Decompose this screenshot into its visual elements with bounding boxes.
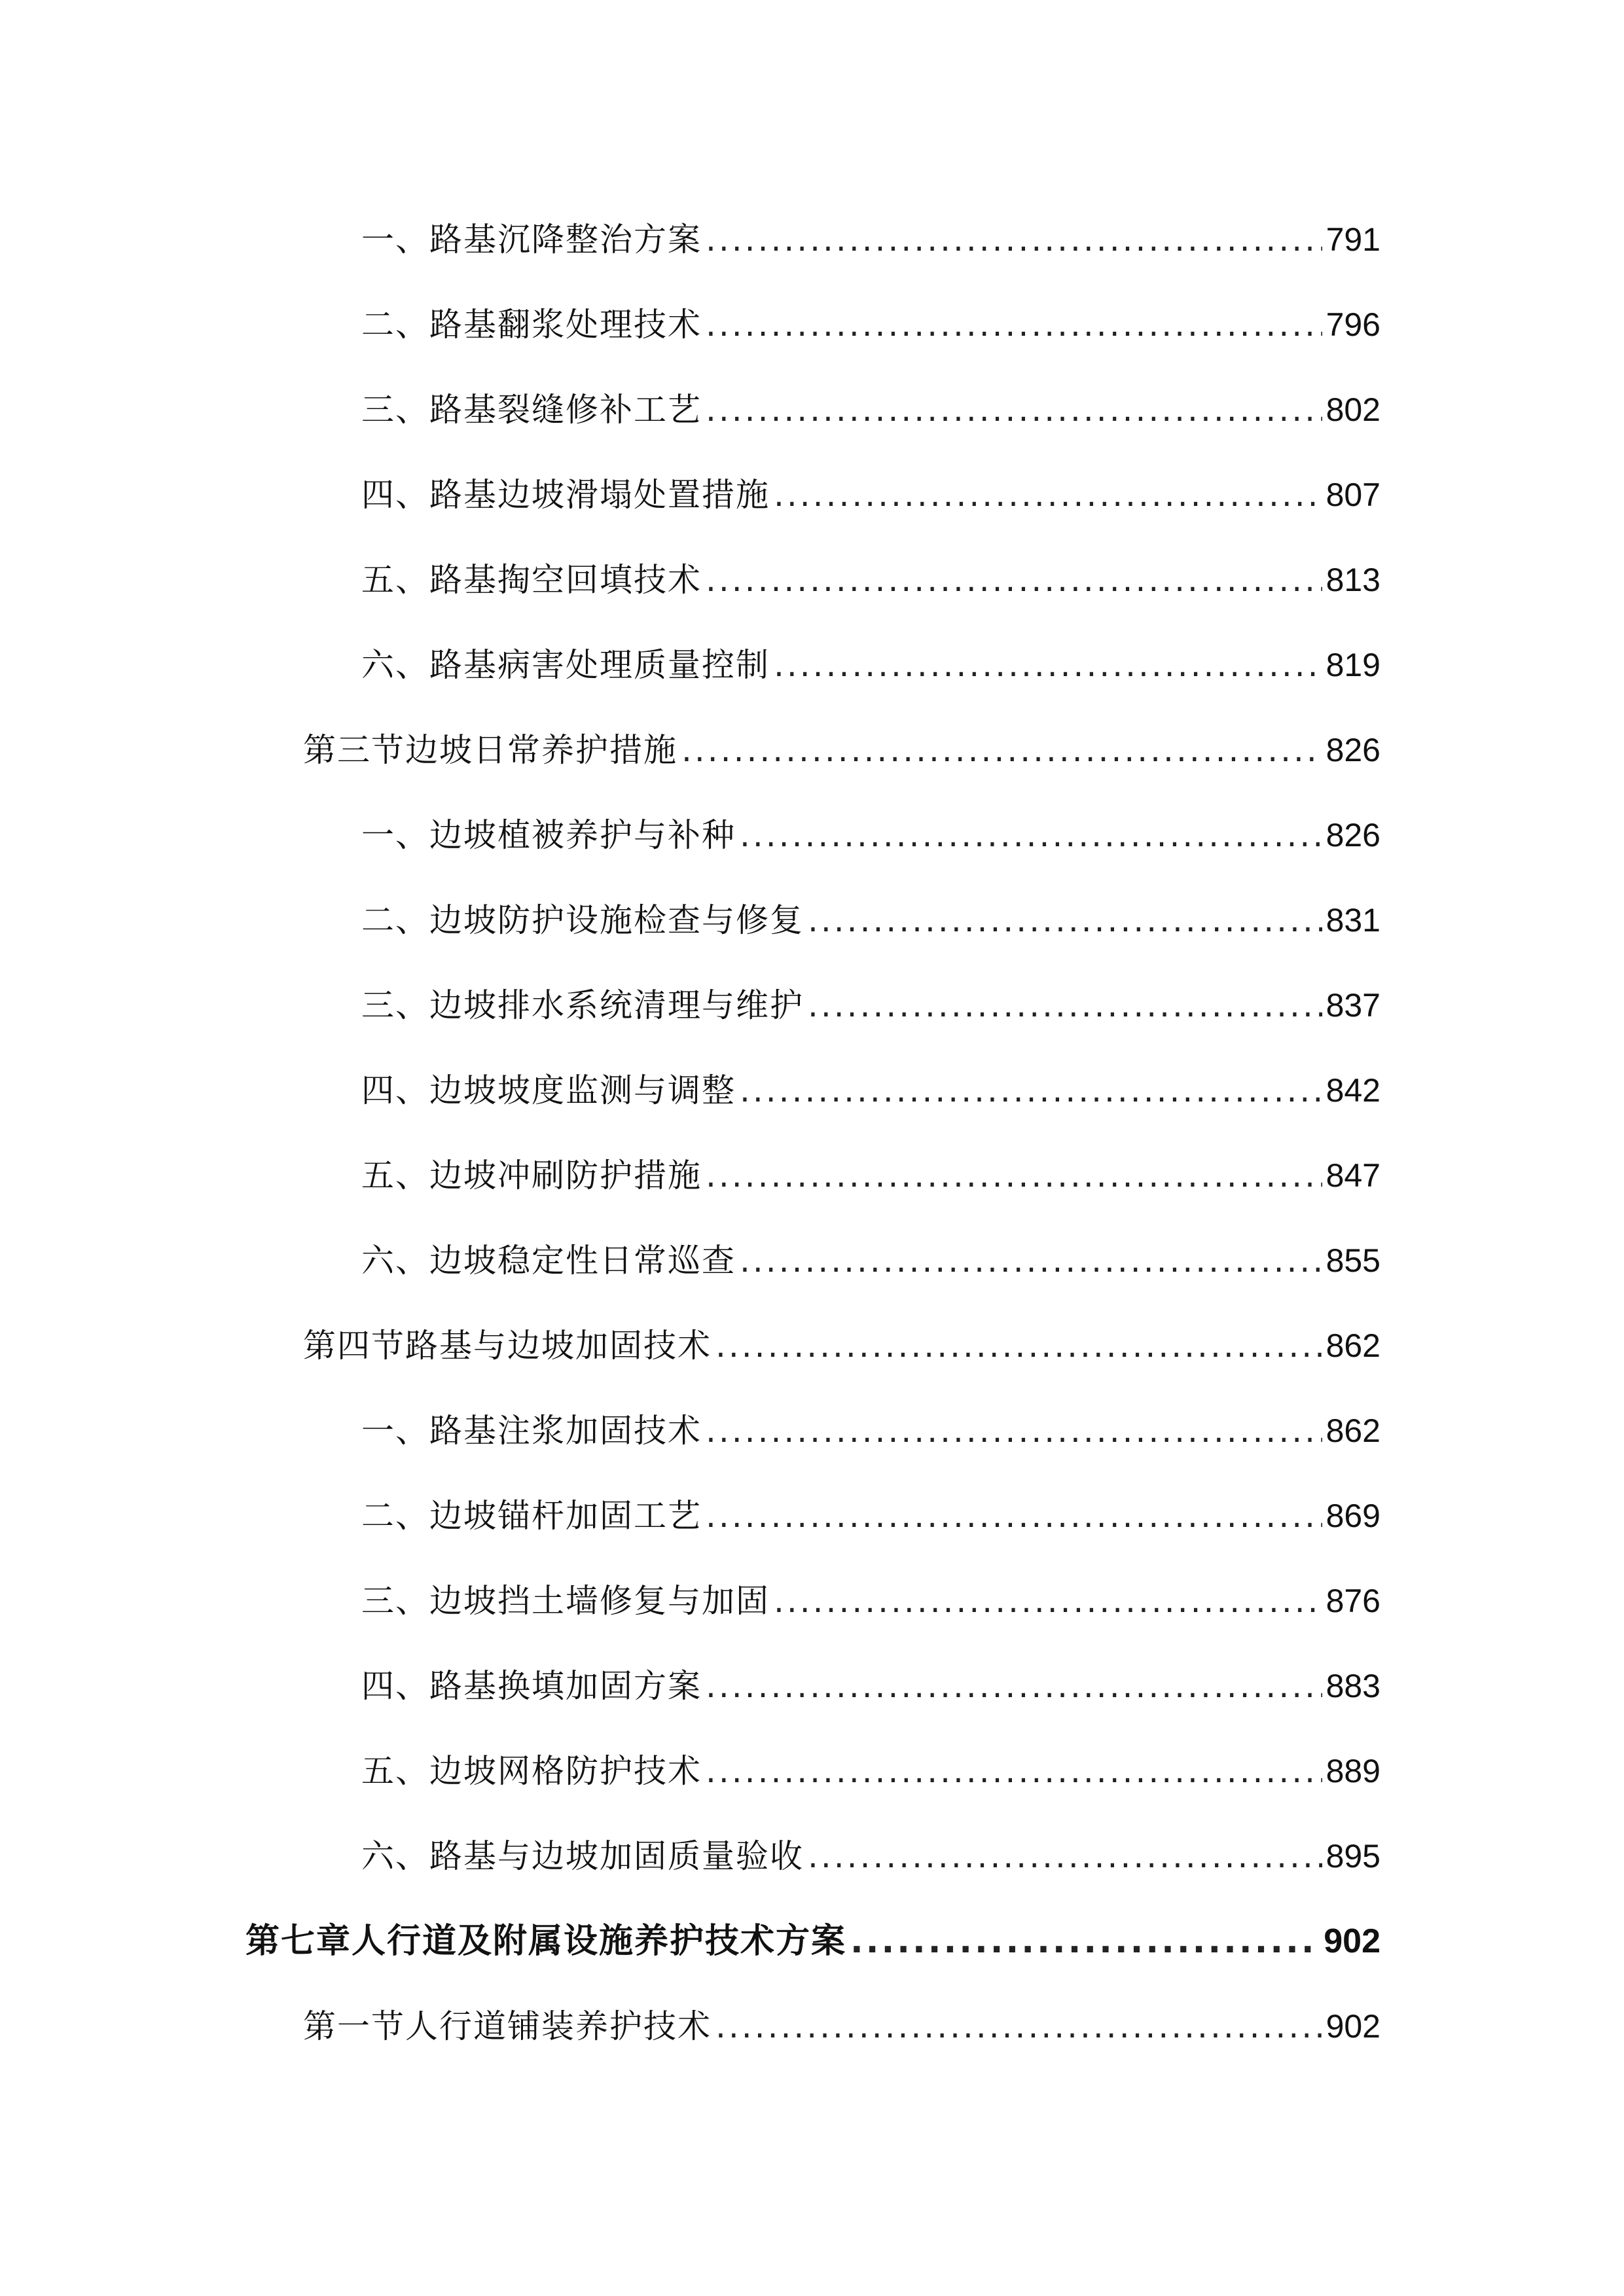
- toc-leader-dots: [774, 1575, 1322, 1627]
- toc-entry[interactable]: [361, 979, 1380, 1031]
- toc-entry-title: 一、路基沉降整治方案: [361, 221, 702, 259]
- toc-entry-title: 六、路基与边坡加固质量验收: [361, 1837, 804, 1875]
- toc-entry[interactable]: [361, 554, 1380, 606]
- toc-page-number: 902: [1324, 1922, 1380, 1960]
- toc-entry-title: 四、路基换填加固方案: [361, 1667, 702, 1705]
- toc-entry-title: 五、路基掏空回填技术: [361, 561, 702, 599]
- toc-leader-dots: [706, 1149, 1322, 1202]
- toc-entry-title: 一、路基注浆加固技术: [361, 1412, 702, 1450]
- toc-page-number: 869: [1326, 1498, 1380, 1534]
- toc-entry[interactable]: [361, 894, 1380, 946]
- toc-section-entry[interactable]: [303, 724, 1380, 776]
- toc-page-number: 819: [1326, 647, 1380, 683]
- toc-leader-dots: [740, 1064, 1322, 1117]
- toc-entry-title: 四、路基边坡滑塌处置措施: [361, 476, 770, 514]
- toc-entry-title: 六、路基病害处理质量控制: [361, 646, 770, 684]
- toc-page-number: 847: [1326, 1157, 1380, 1194]
- toc-page-number: 889: [1326, 1753, 1380, 1789]
- toc-entry-title: 五、边坡网格防护技术: [361, 1752, 702, 1790]
- toc-page-number: 831: [1326, 902, 1380, 939]
- toc-entry[interactable]: [361, 1064, 1380, 1117]
- toc-leader-dots: [808, 894, 1322, 946]
- toc-entry-title: 二、路基翻浆处理技术: [361, 306, 702, 344]
- toc-entry-title: 四、边坡坡度监测与调整: [361, 1071, 736, 1109]
- toc-page-number: 796: [1326, 306, 1380, 343]
- toc-leader-dots: [808, 1830, 1322, 1882]
- toc-entry[interactable]: [361, 1830, 1380, 1882]
- toc-entry-title: 五、边坡冲刷防护措施: [361, 1157, 702, 1194]
- toc-page-number: 895: [1326, 1838, 1380, 1874]
- toc-leader-dots: [706, 1490, 1322, 1542]
- toc-leader-dots: [740, 1234, 1322, 1287]
- toc-entry[interactable]: [361, 1575, 1380, 1627]
- toc-entry-title: 三、路基裂缝修补工艺: [361, 391, 702, 429]
- toc-section-entry[interactable]: [303, 1319, 1380, 1372]
- toc-page-number: 813: [1326, 562, 1380, 598]
- toc-page-number: 902: [1326, 2008, 1380, 2045]
- toc-chapter-entry[interactable]: [245, 1915, 1380, 1967]
- toc-page-number: 855: [1326, 1242, 1380, 1279]
- toc-page-number: 883: [1326, 1668, 1380, 1704]
- toc-leader-dots: [681, 724, 1322, 776]
- toc-page-number: 862: [1326, 1412, 1380, 1449]
- toc-entry[interactable]: [361, 1490, 1380, 1542]
- toc-leader-dots: [706, 384, 1322, 436]
- toc-page-number: 826: [1326, 732, 1380, 768]
- toc-leader-dots: [850, 1915, 1320, 1967]
- toc-leader-dots: [715, 2000, 1322, 2053]
- toc-entry-title: 二、边坡锚杆加固工艺: [361, 1497, 702, 1535]
- toc-entry-title: 六、边坡稳定性日常巡查: [361, 1242, 736, 1280]
- toc-page-number: 807: [1326, 476, 1380, 513]
- toc-entry[interactable]: [361, 213, 1380, 266]
- toc-page-number: 826: [1326, 817, 1380, 853]
- toc-entry-title: 第七章人行道及附属设施养护技术方案: [245, 1922, 847, 1961]
- toc-entry[interactable]: [361, 298, 1380, 351]
- toc-entry-title: 第一节人行道铺装养护技术: [303, 2007, 712, 2045]
- toc-entry-title: 二、边坡防护设施检查与修复: [361, 901, 804, 939]
- toc-page-number: 876: [1326, 1583, 1380, 1619]
- toc-entry[interactable]: [361, 1149, 1380, 1202]
- toc-entry[interactable]: [361, 384, 1380, 436]
- toc-page-number: 802: [1326, 391, 1380, 428]
- toc-page-number: 791: [1326, 221, 1380, 258]
- toc-leader-dots: [774, 469, 1322, 521]
- toc-leader-dots: [706, 213, 1322, 266]
- toc-entry[interactable]: [361, 809, 1380, 861]
- toc-page-number: 862: [1326, 1327, 1380, 1364]
- toc-entry[interactable]: [361, 1660, 1380, 1712]
- toc-entry[interactable]: [361, 1405, 1380, 1457]
- toc-entry-title: 第三节边坡日常养护措施: [303, 731, 677, 769]
- toc-entry[interactable]: [361, 639, 1380, 691]
- toc-entry[interactable]: [361, 469, 1380, 521]
- toc-leader-dots: [774, 639, 1322, 691]
- toc-leader-dots: [706, 298, 1322, 351]
- toc-section-entry[interactable]: [303, 2000, 1380, 2053]
- toc-leader-dots: [808, 979, 1322, 1031]
- toc-page-number: 842: [1326, 1072, 1380, 1109]
- toc-entry-title: 第四节路基与边坡加固技术: [303, 1327, 712, 1365]
- toc-page-number: 837: [1326, 987, 1380, 1024]
- toc-entry-title: 三、边坡排水系统清理与维护: [361, 986, 804, 1024]
- toc-leader-dots: [706, 1660, 1322, 1712]
- toc-entry-title: 三、边坡挡土墙修复与加固: [361, 1582, 770, 1620]
- toc-entry[interactable]: [361, 1745, 1380, 1797]
- toc-leader-dots: [740, 809, 1322, 861]
- toc-leader-dots: [706, 1745, 1322, 1797]
- toc-entry-title: 一、边坡植被养护与补种: [361, 816, 736, 854]
- toc-leader-dots: [715, 1319, 1322, 1372]
- toc-leader-dots: [706, 1405, 1322, 1457]
- toc-leader-dots: [706, 554, 1322, 606]
- toc-entry[interactable]: [361, 1234, 1380, 1287]
